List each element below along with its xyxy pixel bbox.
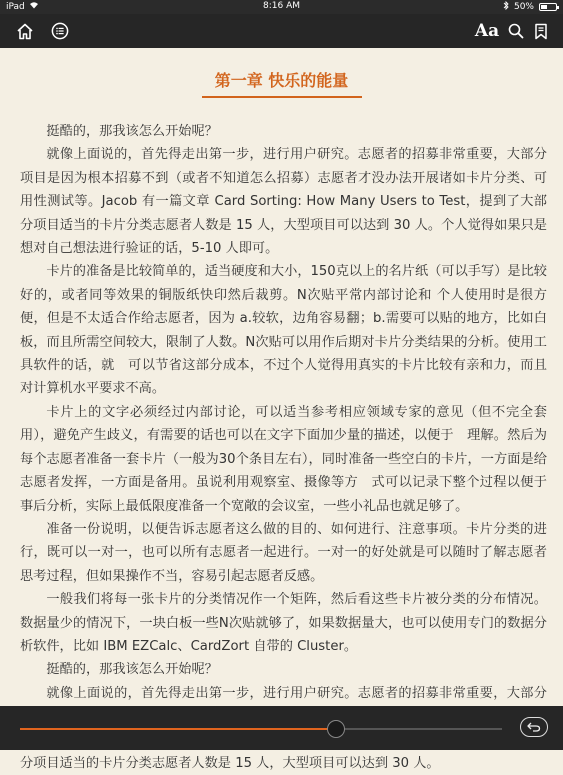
paragraph: 挺酷的，那我该怎么开始呢？	[46, 124, 218, 139]
chapter-title: 第一章 快乐的能量	[214, 71, 349, 90]
return-arrow-icon	[527, 722, 541, 732]
reader-toolbar	[0, 14, 563, 48]
paragraph: 卡片的准备是比较简单的，适当硬度和大小，150克以上的名片纸（可以手写）是比较好的，或者同等效果的铜版纸快印然后裁剪。N次贴平常内部讨论和 个人使用时是很方便，但是不太适合作给志愿者，因为 a.较软，边角容易翻；b.需要可以贴的地方，比如白板，而且所需空间较大，限制了人数。N次贴可以用作后期对卡片分类结果的分析。使用工具软件的话，就 可以节省这部分成本，不过个人觉得用真实的卡片比较有亲和力，而且对计算机水平要求不高。	[20, 264, 547, 397]
search-icon	[508, 23, 524, 39]
page-progress-slider[interactable]	[20, 728, 502, 730]
device-name: iPad	[6, 1, 25, 12]
progress-fill	[20, 728, 336, 730]
reading-page[interactable]	[0, 48, 563, 771]
font-settings-button[interactable]: Aa	[474, 21, 500, 41]
chapter-body	[20, 120, 547, 775]
paragraph: 卡片上的文字必须经过内部讨论，可以适当参考相应领域专家的意见（但不完全套用），避免产生歧义，有需要的话也可以在文字下面加少量的描述，以便于 理解。然后为每个志愿者准备一套卡片（一般为30个条目左右），同时准备一些空白的卡片，一方面是给志愿者发挥，一方面是备用。虽说利用观察室、摄像等方 式可以记录下整个过程以便于事后分析，实际上最低限度准备一个宽敞的会议室，一些小礼品也就足够了。	[20, 404, 547, 514]
toc-button[interactable]	[47, 14, 73, 48]
bluetooth-icon	[503, 1, 509, 13]
status-bar	[0, 0, 563, 14]
battery-icon	[539, 3, 557, 11]
chapter-title-underline	[202, 96, 362, 98]
home-icon	[16, 23, 34, 40]
paragraph: 挺酷的，那我该怎么开始呢？	[46, 662, 218, 678]
home-button[interactable]	[12, 14, 38, 48]
toc-list-icon	[51, 22, 69, 40]
paragraph: 准备一份说明，以便告诉志愿者这么做的目的、如何进行、注意事项。卡片分类的进行，既可以一对一，也可以所有志愿者一起进行。一对一的好处就是可以随时了解志愿者思考过程，但如果操作不当，容易引起志愿者反感。	[20, 521, 547, 584]
battery-percent: 50%	[513, 2, 534, 12]
progress-thumb[interactable]	[327, 720, 345, 738]
paragraph: 就像上面说的，首先得走出第一步，进行用户研究。志愿者的招募非常重要，大部分项目是因为根本招募不到（或者不知道怎么招募）志愿者才没办法开展诸如卡片分类、可用性测试等。Jacob 有一篇文章 Card Sorting: How Many Users to Test，提到了大部分项目适当的卡片分类志愿者人数是 15 人，大型项目可以达到 30 人。个人觉得如果只是想对自己想法进行验证的话，5-10 人即可。	[20, 147, 547, 257]
search-button[interactable]	[505, 14, 527, 48]
paragraph: 就像上面说的，首先得走出第一步，进行用户研究。志愿者的招募非常重要，大部分 分项目适当的卡片分类志愿者人数是 15 人，大型项目可以达到 30 人。	[20, 685, 547, 771]
return-button[interactable]	[520, 717, 548, 737]
paragraph: 一般我们将每一张卡片的分类情况作一个矩阵，然后看这些卡片被分类的分布情况。数据量少的情况下，一块白板一些N次贴就够了，如果数据量大，也可以使用专门的数据分析软件，比如 IBM EZCalc、CardZort 自带的 Cluster。	[20, 592, 547, 654]
bookmark-button[interactable]	[530, 14, 552, 48]
clock: 8:16 AM	[263, 1, 300, 11]
reader-bottom-bar	[0, 706, 563, 750]
bookmark-icon	[534, 23, 548, 40]
